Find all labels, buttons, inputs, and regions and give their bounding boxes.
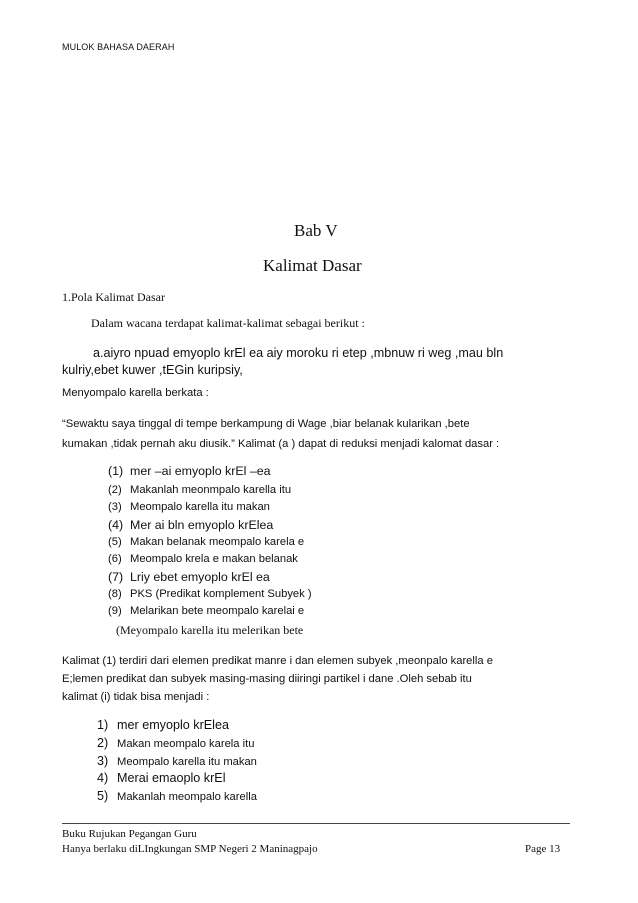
list-item-text: Merai emaoplo krEl [117, 771, 226, 785]
list-item [97, 754, 257, 768]
paragraph2-line2: E;lemen predikat dan subyek masing-masing diiringi partikel i dane .Oleh sebab itu [62, 673, 472, 685]
list-item-number: (8) [108, 588, 122, 600]
list-item-text: Makan meompalo karela itu [117, 738, 255, 750]
list-item [97, 771, 226, 785]
list-item [108, 588, 312, 600]
paragraph2-line3: kalimat (i) tidak bisa menjadi : [62, 691, 210, 703]
list-item [108, 501, 270, 513]
list-item-text: Meompalo karella itu makan [130, 501, 270, 513]
chapter-title: Kalimat Dasar [263, 256, 362, 275]
list-item-number: (2) [108, 484, 122, 496]
footer-page-number: Page 13 [525, 843, 561, 855]
example-a-line2: kulriy,ebet kuwer ,tEGin kuripsiy, [62, 363, 243, 377]
list-item [97, 736, 254, 750]
list-item [108, 605, 304, 617]
list-item-text: mer emyoplo krElea [117, 718, 229, 732]
list-item-number: 2) [97, 736, 109, 750]
list-item [108, 570, 270, 584]
quote-line1: “Sewaktu saya tinggal di tempe berkampung di Wage ,biar belanak kularikan ,bete [62, 418, 470, 430]
list-item-text: Mer ai bln emyoplo krElea [130, 518, 274, 532]
list-item-text: Lriy ebet emyoplo krEl ea [130, 570, 270, 584]
footer-divider [62, 823, 570, 824]
running-header: MULOK BAHASA DAERAH [62, 42, 175, 52]
list-item [97, 718, 229, 732]
example-a-line1: a.aiyro npuad emyoplo krEl ea aiy moroku ri etep ,mbnuw ri weg ,mau bln [93, 346, 504, 360]
list-item [108, 484, 291, 496]
list-item-text: PKS (Predikat komplement Subyek ) [130, 588, 312, 600]
list-item-number: (6) [108, 553, 122, 565]
list-item-number: (5) [108, 536, 122, 548]
list-item-number: (4) [108, 518, 124, 532]
list-item-number: (1) [108, 464, 124, 478]
list-note: (Meyompalo karella itu melerikan bete [116, 623, 304, 637]
section-heading: 1.Pola Kalimat Dasar [62, 290, 165, 304]
footer-book-title: Buku Rujukan Pegangan Guru [62, 828, 197, 840]
list-item-text: Meompalo krela e makan belanak [130, 553, 298, 565]
list-item [108, 553, 298, 565]
list-item [108, 536, 304, 548]
quote-line2: kumakan ,tidak pernah aku diusik.” Kalimat (a ) dapat di reduksi menjadi kalomat dasar : [62, 438, 500, 450]
list-item-number: (9) [108, 605, 122, 617]
list-item-number: (7) [108, 570, 124, 584]
footer-school-note: Hanya berlaku diLIngkungan SMP Negeri 2 Maninagpajo [62, 843, 318, 855]
list-item-text: Makanlah meompalo karella [117, 791, 257, 803]
list-item-number: (3) [108, 501, 122, 513]
list-item [108, 518, 273, 532]
list-item-number: 5) [97, 789, 109, 803]
list-item [108, 464, 271, 478]
paragraph2-line1: Kalimat (1) terdiri dari elemen predikat manre i dan elemen subyek ,meonpalo karella e [62, 655, 493, 667]
chapter-number: Bab V [294, 221, 338, 240]
list-item-text: Makan belanak meompalo karela e [130, 536, 305, 548]
list-item-number: 1) [97, 718, 109, 732]
intro-text: Dalam wacana terdapat kalimat-kalimat sebagai berikut : [91, 316, 365, 330]
list-item-text: mer –ai emyoplo krEl –ea [130, 464, 271, 478]
list-item [97, 789, 257, 803]
list-item-number: 3) [97, 754, 109, 768]
translation-label: Menyompalo karella berkata : [62, 387, 209, 399]
list-item-text: Melarikan bete meompalo karelai e [130, 605, 305, 617]
list-item-text: Meompalo karella itu makan [117, 756, 257, 768]
list-item-text: Makanlah meonmpalo karella itu [130, 484, 292, 496]
list-item-number: 4) [97, 771, 109, 785]
